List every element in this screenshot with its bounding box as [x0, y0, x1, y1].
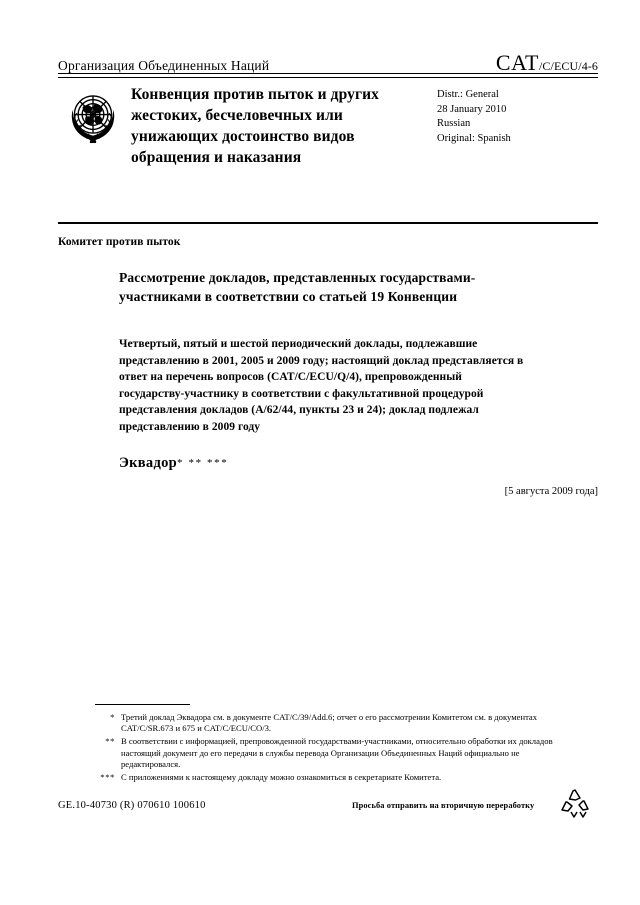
footnote-item — [95, 772, 575, 783]
recycle-icon — [560, 788, 592, 818]
report-description: Четвертый, пятый и шестой периодический доклады, подлежавшие представлению в 2001, 2005 и 2009 году; настоящий доклад представляется в ответ на перечень вопросов (CAT/C/ECU/Q/4), препровожденный государству-участнику в соответствии с факультативной процедурой представления докладов (A/62/44, пункты 23 и 24); доклад подлежал представлению в 2009 году — [119, 338, 524, 433]
footnote-marker: *** — [100, 772, 115, 783]
organization-name: Организация Объединенных Наций — [58, 58, 270, 73]
footnote-item — [95, 712, 575, 735]
distribution-original: Original: Spanish — [437, 132, 511, 144]
job-number: GE.10-40730 (R) 070610 100610 — [58, 800, 206, 811]
country-name — [119, 455, 228, 472]
convention-title: Конвенция против пыток и других жестоких, бесчеловечных или унижающих достоинство видов обращения и наказания — [131, 86, 379, 166]
committee-name: Комитет против пыток — [58, 236, 181, 248]
submission-date: [5 августа 2009 года] — [504, 486, 598, 497]
document-symbol-suffix: /C/ECU/4-6 — [538, 59, 598, 73]
distribution-type: Distr.: General — [437, 89, 499, 100]
distribution-date: 28 January 2010 — [437, 103, 507, 115]
masthead-divider — [58, 73, 598, 78]
country-label: Эквадор — [119, 455, 178, 471]
document-symbol-main: CAT — [495, 50, 539, 75]
footnote-marker: * — [110, 712, 115, 722]
footnote-text: Третий доклад Эквадора см. в документе CAT/C/39/Add.6; отчет о его рассмотрении Комитетом см. в документах CAT/C/SR.673 и 675 и CAT/C/ECU/CO/3. — [121, 712, 538, 734]
distribution-block — [437, 88, 597, 146]
recycle-note: Просьба отправить на вторичную переработку — [352, 801, 535, 810]
page-title: Рассмотрение докладов, представленных государствами-участниками в соответствии со статьей 19 Конвенции — [119, 270, 476, 304]
un-emblem-icon — [62, 86, 124, 148]
header-divider — [58, 222, 598, 224]
footnote-divider — [95, 704, 190, 705]
footnote-text: В соответствии с информацией, препровожденной государствами-участниками, относительно обработки их докладов настоящий документ до его передачи в службы перевода Организации Объединенных Наций официально не редактировался. — [121, 736, 553, 770]
distribution-language: Russian — [437, 118, 471, 129]
footnotes — [95, 712, 575, 785]
footnote-text: С приложениями к настоящему докладу можно ознакомиться в секретариате Комитета. — [121, 772, 442, 783]
footnote-marker: ** — [105, 736, 115, 747]
footnote-item — [95, 736, 575, 770]
country-footnote-marks: * ** *** — [177, 457, 229, 469]
